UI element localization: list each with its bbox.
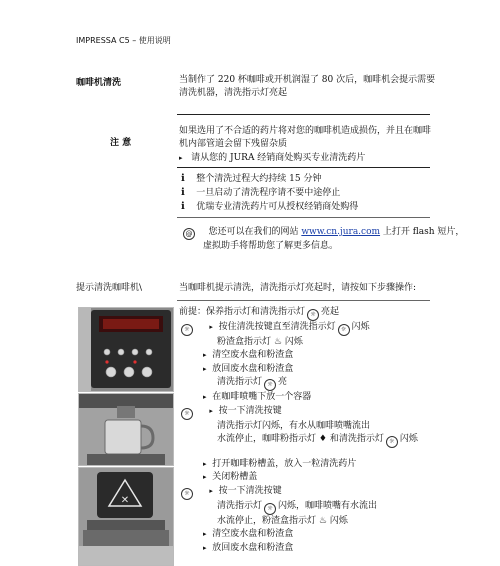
- step-item: ▸ 打开咖啡粉槽盖，放入一粒清洗药片: [203, 459, 357, 470]
- clean-button-icon: ☼: [181, 324, 193, 336]
- bullet-icon: ▸: [209, 406, 213, 415]
- control-panel-photo: [78, 307, 174, 392]
- clean-indicator-icon: ☼: [264, 379, 276, 391]
- prompt-intro: 当咖啡机提示清洗，清洗指示灯亮起时，请按如下步骤操作:: [179, 283, 417, 293]
- info-list: [181, 172, 358, 214]
- cup-illustration: [79, 394, 173, 465]
- step-item: ☼ ▸ 按一下清洗按键: [179, 485, 418, 500]
- section-heading-cleaning: 咖啡机清洗: [76, 78, 122, 88]
- bullet-icon: ▸: [203, 364, 207, 373]
- document-title: IMPRESSA C5 – 使用说明: [76, 36, 171, 45]
- bullet-icon: ▸: [203, 460, 207, 469]
- cleaning-tablet-photo: [78, 467, 174, 566]
- website-note: @ 您还可以在我们的网站 www.cn.jura.com 上打开 flash 短片， 虚拟助手将帮助您了解更多信息。: [181, 226, 464, 253]
- step-item: ▸ 清空废水盘和粉渣盒: [203, 529, 294, 540]
- notice-label: 注 意: [110, 138, 132, 148]
- divider: [177, 300, 430, 301]
- bullet-icon: ▸: [203, 543, 207, 552]
- info-icon: ℹ: [181, 173, 185, 184]
- precondition: 前提：保养指示灯和清洗指示灯 ☼ 亮起: [179, 306, 418, 321]
- step-item: ▸ 放回废水盘和粉渣盒: [203, 542, 294, 553]
- svg-text:✕: ✕: [120, 495, 130, 506]
- divider: [177, 167, 430, 168]
- bullet-icon: ▸: [203, 530, 207, 539]
- step-item: ▸ 在咖啡喷嘴下放一个容器: [203, 392, 312, 403]
- list-item: ℹ 一旦启动了清洗程序请不要中途停止: [181, 187, 341, 198]
- info-icon: ℹ: [181, 201, 185, 212]
- step-item: ▸ 清空废水盘和粉渣盒: [203, 350, 294, 361]
- website-link[interactable]: www.cn.jura.com: [301, 227, 381, 237]
- bullet-icon: ▸: [203, 473, 207, 482]
- cup-under-nozzle-photo: [78, 393, 174, 466]
- bullet-icon: ▸: [179, 154, 183, 162]
- bullet-icon: ▸: [209, 323, 213, 331]
- bullet-icon: ▸: [209, 486, 213, 495]
- clean-indicator-icon: ☼: [307, 309, 319, 321]
- waste-container-icon: ♨: [273, 337, 282, 347]
- step-item: ▸ 放回废水盘和粉渣盒: [203, 363, 294, 374]
- control-panel-illustration: [79, 308, 173, 391]
- list-item: ℹ 整个清洗过程大约持续 15 分钟: [181, 173, 322, 184]
- clean-indicator-icon: ☼: [386, 436, 398, 448]
- clean-indicator-icon: ☼: [264, 503, 276, 515]
- waste-container-icon: ♨: [318, 515, 327, 526]
- divider: [177, 114, 430, 115]
- coffee-powder-icon: ♦: [318, 434, 327, 445]
- bullet-icon: ▸: [203, 351, 207, 360]
- notice-text: 如果选用了不合适的药片将对您的咖啡机造成损伤，并且在咖啡 机内部管道会留下残留杂质 ▸ 请从您的 JURA 经销商处购买专业清洗药片: [179, 126, 432, 163]
- divider: [177, 217, 430, 218]
- clean-button-icon: ☼: [181, 408, 193, 420]
- step-item: ☼ ▸ 按住清洗按键直至清洗指示灯 ☼ 闪烁: [179, 321, 418, 336]
- web-icon: @: [183, 228, 195, 240]
- info-icon: ℹ: [181, 187, 185, 198]
- clean-indicator-icon: ☼: [338, 324, 350, 336]
- clean-button-icon: ☼: [181, 488, 193, 500]
- bullet-icon: ▸: [203, 393, 207, 402]
- section-heading-prompt: 提示清洗咖啡机\: [76, 283, 143, 293]
- cleaning-steps: 前提：保养指示灯和清洗指示灯 ☼ 亮起 ☼ ▸ 按住清洗按键直至清洗指示灯 ☼ 闪烁 粉渣盒指示灯 ♨ 闪烁 ▸ 清空废水盘和粉渣盒 ▸ 放回废水盘和粉渣盒 清洗指示灯 ☼ 亮 ▸ 在咖啡喷嘴下放一个容器 ☼ ▸ 按一下清洗按键 清洗指示灯闪烁，有水从咖啡喷嘴流出 水流停止，咖啡粉指示灯 ♦ 和清洗指示灯 ☼ 闪烁 ▸ 打开咖啡粉槽盖，放入一粒清洗药片 ▸ 关闭粉槽盖 ☼ ▸ 按一下清洗按键 清洗指示灯 ☼ 闪烁，咖啡喷嘴有水流出 水流停止，粉渣盒指示灯 ♨ 闪烁 ▸ 清空废水盘和粉渣盒 ▸ 放回废水盘和粉渣盒: [179, 306, 418, 555]
- powder-lid-illustration: [79, 468, 173, 565]
- step-item: ☼ ▸ 按一下清洗按键: [179, 405, 418, 420]
- step-item: ▸ 关闭粉槽盖: [203, 472, 258, 483]
- list-item: ℹ 优瑞专业清洗药片可从授权经销商处购得: [181, 201, 359, 212]
- cleaning-paragraph: 当制作了 220 杯咖啡或开机润湿了 80 次后，咖啡机会提示需要 清洗机器，清洗指示灯亮起: [179, 75, 436, 98]
